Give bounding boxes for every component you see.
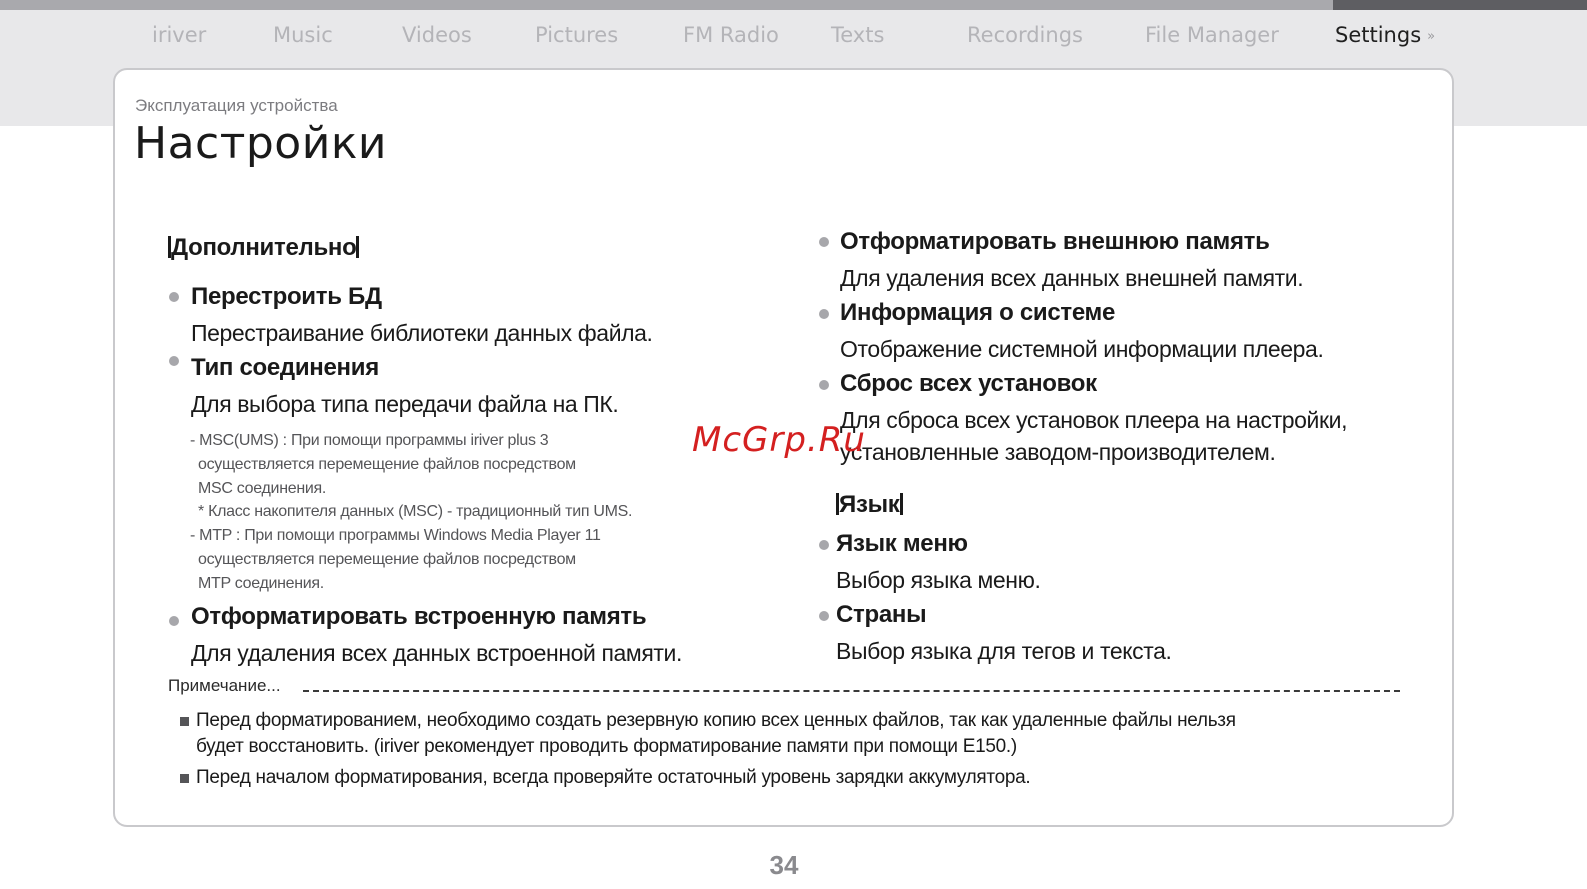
- item-title-format-internal: Отформатировать встроенную память: [191, 603, 647, 630]
- item-desc-system-info: Отображение системной информации плеера.: [840, 336, 1324, 362]
- item-title-system-info: Информация о системе: [840, 299, 1116, 326]
- bullet-icon: [819, 540, 829, 550]
- note-item-text: Перед форматированием, необходимо создать резервную копию всех ценных файлов, так как удаленные файлы нельзя: [196, 710, 1236, 731]
- bullet-icon: [819, 237, 829, 247]
- item-desc-connection-type: Для выбора типа передачи файла на ПК.: [191, 391, 619, 417]
- connection-note-line: MTP соединения.: [198, 575, 324, 592]
- note-label: Примечание...: [168, 676, 281, 695]
- bullet-icon: [819, 611, 829, 621]
- tab-file-manager[interactable]: File Manager: [1145, 23, 1279, 47]
- tab-pictures[interactable]: Pictures: [535, 23, 619, 47]
- tab-iriver[interactable]: iriver: [152, 23, 207, 47]
- item-desc-countries: Выбор языка для тегов и текста.: [836, 638, 1172, 664]
- active-tab-indicator: [1333, 0, 1587, 10]
- connection-note-line: - MTP : При помощи программы Windows Media Player 11: [190, 527, 601, 544]
- tab-settings[interactable]: [1335, 14, 1432, 56]
- item-title-menu-language: Язык меню: [836, 530, 968, 557]
- note-divider: [303, 690, 1400, 692]
- section-bar-right: [356, 236, 359, 258]
- tab-recordings[interactable]: Recordings: [967, 23, 1083, 47]
- tab-fm-radio[interactable]: FM Radio: [683, 23, 779, 47]
- connection-note-line: - MSC(UMS) : При помощи программы iriver plus 3: [190, 432, 549, 449]
- tab-videos[interactable]: Videos: [402, 23, 472, 47]
- page-number: 34: [769, 850, 799, 880]
- bullet-icon: [819, 309, 829, 319]
- item-title-countries: Страны: [836, 601, 927, 628]
- tab-texts[interactable]: Texts: [831, 23, 885, 47]
- item-desc-format-external: Для удаления всех данных внешней памяти.: [840, 265, 1304, 291]
- item-desc-reset-all: Для сброса всех установок плеера на настройки,: [840, 407, 1348, 433]
- bullet-icon: [169, 292, 179, 302]
- item-desc-menu-language: Выбор языка меню.: [836, 567, 1041, 593]
- watermark: McGrp.Ru: [692, 420, 866, 460]
- section-heading-language: [836, 491, 903, 519]
- top-navigation: [0, 14, 1587, 56]
- square-bullet-icon: [180, 717, 189, 726]
- bullet-icon: [819, 380, 829, 390]
- connection-note-line: осуществляется перемещение файлов посредством: [198, 456, 576, 473]
- item-title-reset-all: Сброс всех установок: [840, 370, 1097, 397]
- item-title-format-external: Отформатировать внешнюю память: [840, 228, 1270, 255]
- connection-note-line: MSC соединения.: [198, 480, 327, 497]
- item-desc-format-internal: Для удаления всех данных встроенной памяти.: [191, 640, 682, 666]
- breadcrumb: Эксплуатация устройства: [135, 96, 338, 115]
- item-title-rebuild-db: Перестроить БД: [191, 283, 382, 310]
- item-desc-reset-all-continued: установленные заводом-производителем.: [840, 439, 1276, 465]
- section-heading-advanced: [168, 234, 359, 262]
- section-heading-label: Язык: [839, 491, 900, 518]
- item-title-connection-type: Тип соединения: [191, 354, 379, 381]
- double-chevron-right-icon: »: [1427, 29, 1433, 44]
- bullet-icon: [169, 356, 179, 366]
- tab-settings-label: Settings: [1335, 23, 1422, 47]
- page-title: Настройки: [134, 118, 387, 169]
- connection-note-line: осуществляется перемещение файлов посредством: [198, 551, 576, 568]
- item-desc-rebuild-db: Перестраивание библиотеки данных файла.: [191, 320, 653, 346]
- note-item-text-continued: будет восстановить. (iriver рекомендует проводить форматирование памяти при помощи E150.): [196, 736, 1017, 757]
- note-item-text: Перед началом форматирования, всегда проверяйте остаточный уровень зарядки аккумулятора.: [196, 767, 1031, 788]
- section-bar-right: [900, 493, 903, 515]
- tab-music[interactable]: Music: [273, 23, 333, 47]
- connection-note-line: * Класс накопителя данных (MSC) - традиционный тип UMS.: [198, 503, 633, 520]
- bullet-icon: [169, 616, 179, 626]
- section-heading-label: Дополнительно: [171, 234, 357, 261]
- square-bullet-icon: [180, 774, 189, 783]
